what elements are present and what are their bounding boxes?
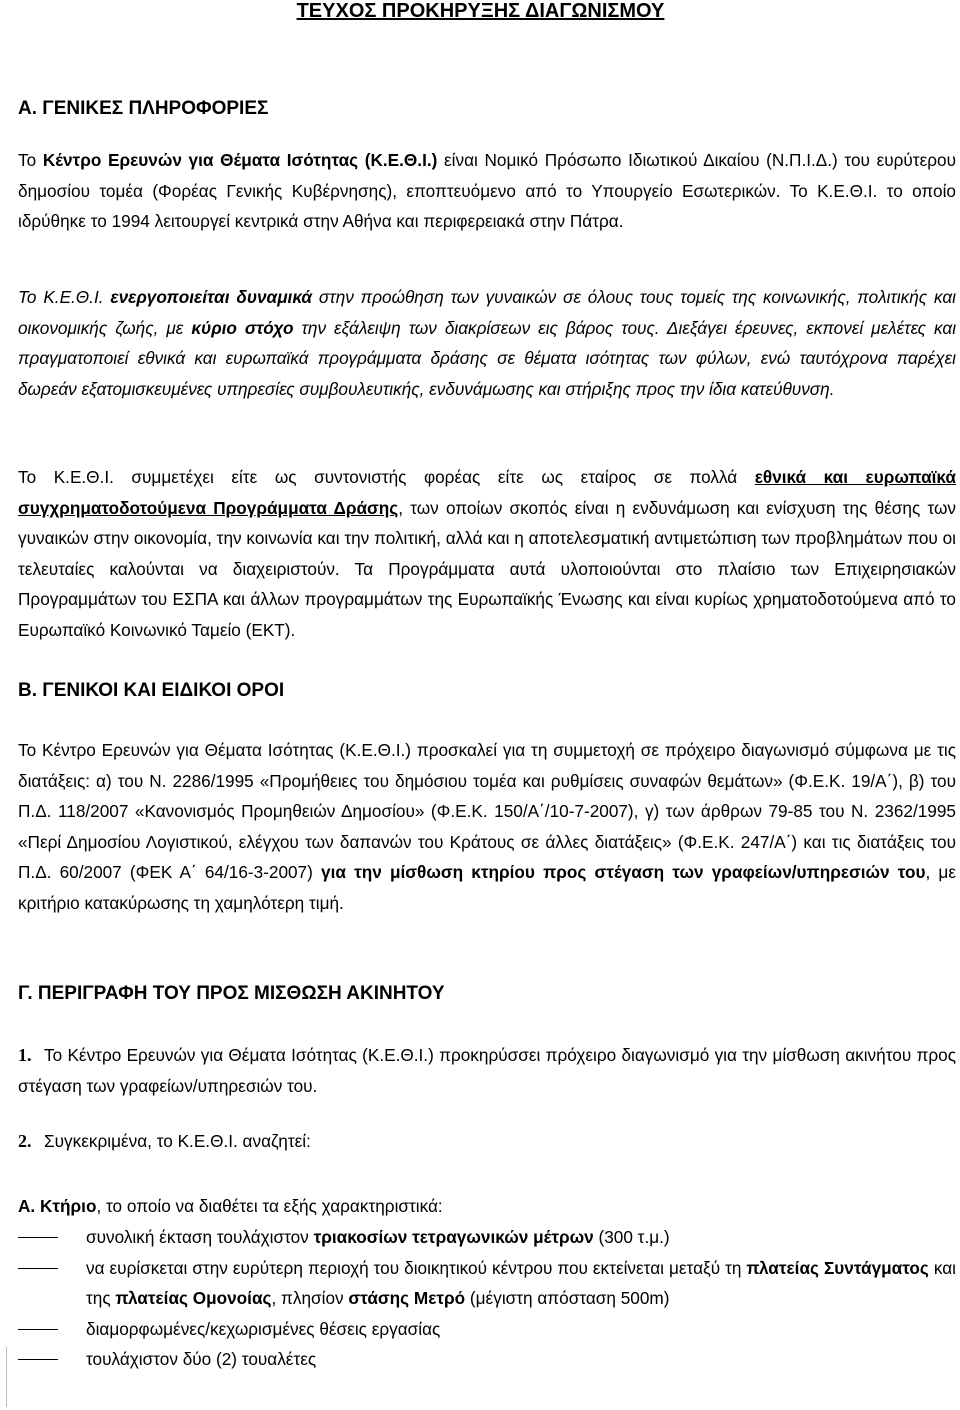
section-a-heading: Α. ΓΕΝΙΚΕΣ ΠΛΗΡΟΦΟΡΙΕΣ	[18, 98, 269, 119]
dash-icon	[18, 1359, 58, 1360]
subsection-a-building: Α. Κτήριο, το οποίο να διαθέτει τα εξής χαρακτηριστικά:	[18, 1196, 443, 1216]
section-c-item-1: 1. Το Κέντρο Ερευνών για Θέματα Ισότητας (Κ.Ε.Θ.Ι.) προκηρύσσει πρόχειρο διαγωνισμό για την μίσθωση ακινήτου προς στέγαση των γραφείων/υπηρεσιών του.	[18, 1040, 956, 1101]
item-number: 1.	[18, 1045, 32, 1065]
list-item: να ευρίσκεται στην ευρύτερη περιοχή του διοικητικού κέντρου που εκτείνεται μεταξύ τη πλατείας Συντάγματος και της πλατείας Ομονοίας, πλησίον στάσης Μετρό (μέγιστη απόσταση 500m)	[18, 1253, 956, 1314]
dash-icon	[18, 1268, 58, 1269]
dash-icon	[18, 1237, 58, 1238]
section-a-paragraph-1: Το Κέντρο Ερευνών για Θέματα Ισότητας (Κ.Ε.Θ.Ι.) είναι Νομικό Πρόσωπο Ιδιωτικού Δικαίου (Ν.Π.Ι.Δ.) του ευρύτερου δημοσίου τομέα (Φορέας Γενικής Κυβέρνησης), εποπτευόμενο από το Υπουργείο Εσωτερικών. Το Κ.Ε.Θ.Ι. το οποίο ιδρύθηκε το 1994 λειτουργεί κεντρικά στην Αθήνα και περιφερειακά στην Πάτρα.	[18, 150, 956, 231]
list-item: τουλάχιστον δύο (2) τουαλέτες	[18, 1344, 956, 1375]
margin-line	[6, 1347, 7, 1407]
section-a-paragraph-2: Το Κ.Ε.Θ.Ι. ενεργοποιείται δυναμικά στην προώθηση των γυναικών σε όλους τους τομείς της κοινωνικής, πολιτικής και οικονομικής ζωής, με κύριο στόχο την εξάλειψη των διακρίσεων εις βάρος τους. Διεξάγει έρευνες, εκπονεί μελέτες και πραγματοποιεί εθνικά και ευρωπαϊκά προγράμματα δράσης σε θέματα ισότητας των φύλων, ενώ ταυτόχρονα παρέχει δωρεάν εξατομισκευμένες υπηρεσίες συμβουλευτικής, ενδυνάμωσης και στήριξης προς την ίδια κατεύθυνση.	[18, 287, 957, 399]
list-item: συνολική έκταση τουλάχιστον τριακοσίων τετραγωνικών μέτρων (300 τ.μ.)	[18, 1222, 956, 1253]
section-c-heading: Γ. ΠΕΡΙΓΡΑΦΗ ΤΟΥ ΠΡΟΣ ΜΙΣΘΩΣΗ ΑΚΙΝΗΤΟΥ	[18, 983, 445, 1004]
dash-icon	[18, 1329, 58, 1330]
document-title: ΤΕΥΧΟΣ ΠΡΟΚΗΡΥΞΗΣ ΔΙΑΓΩΝΙΣΜΟΥ	[296, 0, 665, 22]
list-item: διαμορφωμένες/κεχωρισμένες θέσεις εργασίας	[18, 1314, 956, 1345]
item-number: 2.	[18, 1131, 32, 1151]
section-b-heading: Β. ΓΕΝΙΚΟΙ ΚΑΙ ΕΙΔΙΚΟΙ ΟΡΟΙ	[18, 680, 285, 701]
section-a-paragraph-3: Το Κ.Ε.Θ.Ι. συμμετέχει είτε ως συντονιστής φορέας είτε ως εταίρος σε πολλά εθνικά και ευρωπαϊκά συγχρηματοδοτούμενα Προγράμματα Δράσης, των οποίων σκοπός είναι η ενδυνάμωση και ενίσχυση της θέσης των γυναικών στην οικονομία, την κοινωνία και την πολιτική, αλλά και η αποτελεσματική αντιμετώπιση των προβλημάτων που οι τελευταίες καλούνται να διαχειριστούν. Τα Προγράμματα αυτά υλοποιούνται στο πλαίσιο των Επιχειρησιακών Προγραμμάτων του ΕΣΠΑ και άλλων προγραμμάτων της Ευρωπαϊκής Ένωσης και είναι κυρίως χρηματοδοτούμενα από το Ευρωπαϊκό Κοινωνικό Ταμείο (ΕΚΤ).	[18, 467, 957, 640]
requirements-list	[18, 1222, 956, 1375]
section-c-item-2: 2. Συγκεκριμένα, το Κ.Ε.Θ.Ι. αναζητεί:	[18, 1126, 956, 1157]
section-b-paragraph-1: Το Κέντρο Ερευνών για Θέματα Ισότητας (Κ.Ε.Θ.Ι.) προσκαλεί για τη συμμετοχή σε πρόχειρο διαγωνισμό σύμφωνα με τις διατάξεις: α) του Ν. 2286/1995 «Προμήθειες του δημόσιου τομέα και ρυθμίσεις συναφών θεμάτων» (Φ.Ε.Κ. 19/Α΄), β) του Π.Δ. 118/2007 «Κανονισμός Προμηθειών Δημοσίου» (Φ.Ε.Κ. 150/Α΄/10-7-2007), γ) των άρθρων 79-85 του Ν. 2362/1995 «Περί Δημοσίου Λογιστικού, ελέγχου των δαπανών του Κράτους σε άλλες διατάξεις» (Φ.Ε.Κ. 247/Α΄) και τις διατάξεις του Π.Δ. 60/2007 (ΦΕΚ Α΄ 64/16-3-2007) για την μίσθωση κτηρίου προς στέγαση των γραφείων/υπηρεσιών του, με κριτήριο κατακύρωσης τη χαμηλότερη τιμή.	[18, 740, 956, 913]
